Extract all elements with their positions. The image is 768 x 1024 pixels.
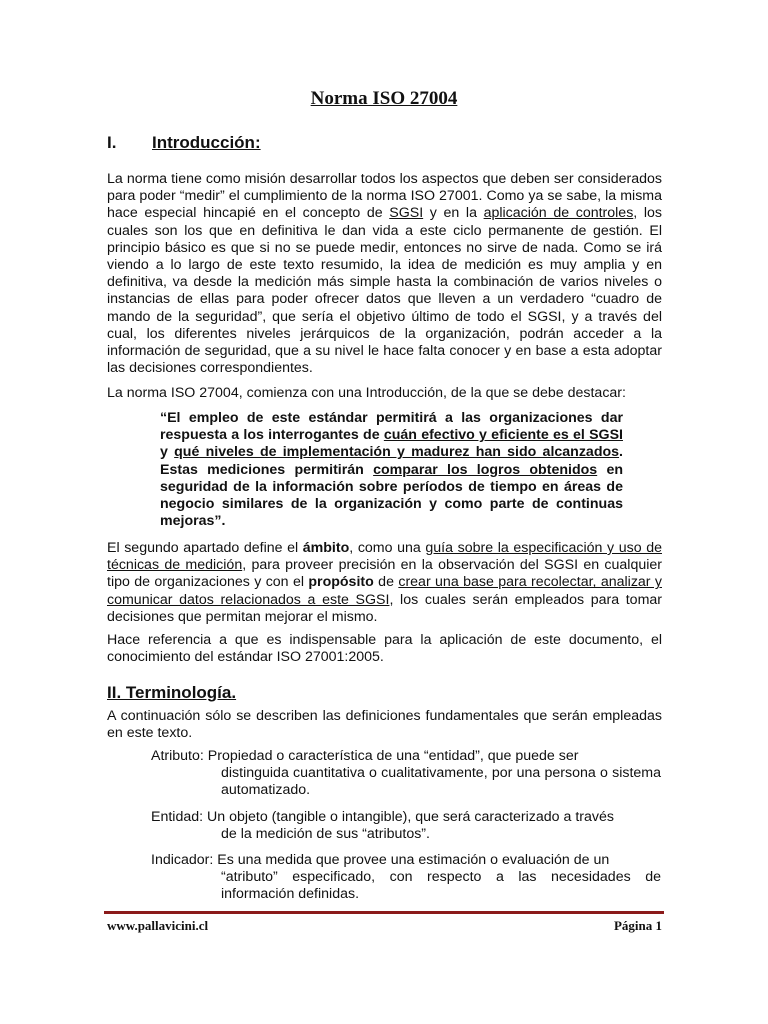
definition-term-line: Indicador: Es una medida que provee una estimación o evaluación de un: [151, 852, 610, 868]
quote-underlined: qué niveles de implementación y madurez han sido alcanzados: [174, 444, 620, 461]
intro-text: La norma tiene como misión desarrollar todos los aspectos que deben ser considerados para poder “medir” el cumplimiento de la norma ISO 27001. Como ya se sabe, la misma hace especial hincapié en el concepto de: [107, 171, 662, 222]
scope-text: , los cuales serán empleados para tomar decisiones que permitan mejorar el mismo.: [107, 591, 663, 625]
scope-text: de: [373, 574, 399, 591]
definition-continuation: distinguida cuantitativa o cualitativamente, por una persona o sistema automatizado.: [221, 765, 661, 798]
definition-entidad: [151, 809, 661, 843]
definition-continuation: “atributo” especificado, con respecto a las necesidades de información definidas.: [221, 869, 661, 902]
section-heading-terminologia: II. Terminología.: [107, 683, 237, 702]
quote-text: y: [160, 444, 175, 461]
document-title: Norma ISO 27004: [310, 88, 458, 109]
scope-underlined: crear una base para recolectar, analizar y comunicar datos relacionados a este SGSI: [107, 574, 662, 608]
quote-text: “El empleo de este estándar permitirá a las organizaciones dar respuesta a los interrogantes de: [160, 410, 623, 444]
scope-text: , para proveer precisión en la observación del SGSI en cualquier tipo de organizaciones y con el: [107, 557, 662, 591]
scope-paragraph: [107, 540, 662, 626]
definition-atributo: [151, 748, 661, 799]
quote-text: . Estas mediciones permitirán: [160, 444, 623, 478]
intro-lead-paragraph: La norma ISO 27004, comienza con una Introducción, de la que se debe destacar:: [107, 385, 626, 401]
underlined-aplicacion-controles: aplicación de controles: [483, 205, 634, 222]
scope-text: , como una: [349, 540, 426, 556]
intro-paragraph: [107, 171, 662, 377]
section-number: I.: [107, 133, 117, 152]
definition-indicador: [151, 852, 661, 903]
intro-text: , los cuales son los que en definitiva le dan vida a este ciclo permanente de gestión. El principio básico es que si no se puede medir, entonces no sirve de nada. Como se irá viendo a lo largo de este texto resumido, la idea de medición es muy amplia y en definitiva, va desde la medición más simple hasta la combinación de varios niveles o instancias de ellas para poder ofrecer datos que lleven a un verdadero “cuadro de mando de la seguridad”, que sería el objetivo último de todo el SGSI, y a través del cual, los diferentes niveles jerárquicos de la organización, podrán acceder a la información de seguridad, que a su nivel le hace falta conocer y en base a esta adoptar las decisiones correspondientes.: [107, 205, 663, 377]
scope-bold: propósito: [308, 574, 374, 591]
quote-underlined: comparar los logros obtenidos: [373, 461, 598, 478]
footer-page-number: Página 1: [613, 918, 662, 933]
underlined-sgsi: SGSI: [389, 205, 424, 222]
quote-underlined: cuán efectivo y eficiente es el SGSI: [383, 427, 623, 444]
scope-text: El segundo apartado define el: [107, 540, 303, 556]
definition-term-line: Entidad: Un objeto (tangible o intangible), que será caracterizado a través: [151, 809, 614, 825]
terms-intro-paragraph: A continuación sólo se describen las definiciones fundamentales que serán empleadas en este texto.: [107, 708, 662, 742]
section-title: Introducción:: [152, 133, 261, 152]
scope-bold: ámbito: [302, 540, 350, 556]
footer-rule: [104, 911, 664, 914]
scope-underlined: guía sobre la especificación y uso de técnicas de medición: [107, 540, 662, 574]
footer-website: www.pallavicini.cl: [107, 918, 209, 933]
quote-text: en seguridad de la información sobre períodos de tiempo en áreas de negocio similares de la organización y como parte de continuas mejoras”.: [160, 461, 624, 530]
section-heading-introduction: [107, 133, 667, 153]
definition-term-line: Atributo: Propiedad o característica de una “entidad”, que puede ser: [151, 748, 579, 764]
intro-text: y en la: [423, 205, 484, 222]
standard-quote: [160, 410, 623, 530]
definition-continuation: de la medición de sus “atributos”.: [221, 826, 430, 842]
reference-paragraph: Hace referencia a que es indispensable para la aplicación de este documento, el conocimiento del estándar ISO 27001:2005.: [107, 632, 662, 666]
